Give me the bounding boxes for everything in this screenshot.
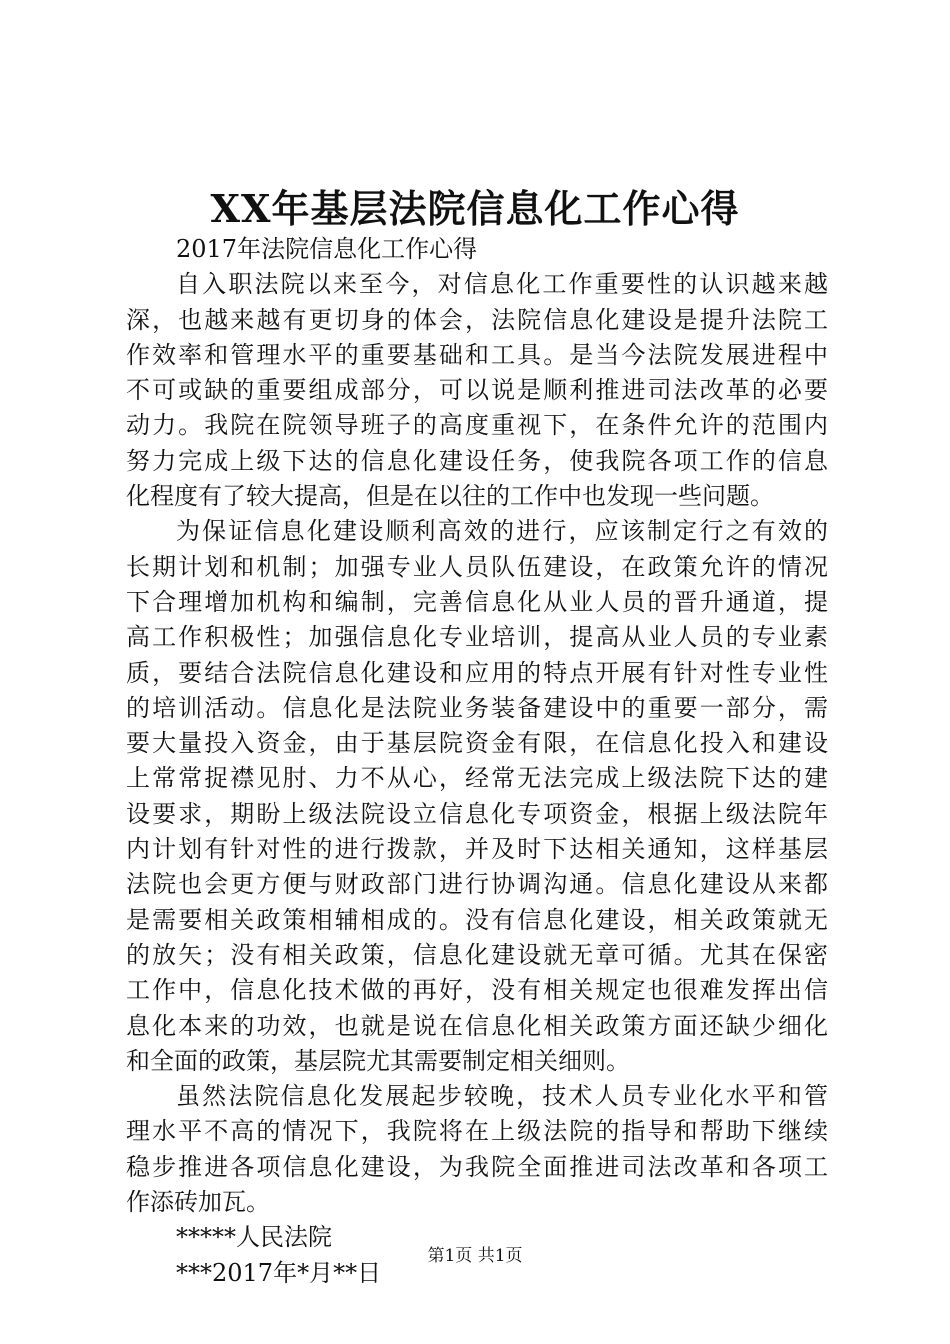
paragraph-line: 上常常捉襟见肘、力不从心，经常无法完成上级法院下达的建 <box>126 764 828 793</box>
paragraph-line: 理水平不高的情况下，我院将在上级法院的指导和帮助下继续 <box>126 1117 828 1146</box>
paragraph-line: 稳步推进各项信息化建设，为我院全面推进司法改革和各项工 <box>126 1152 828 1181</box>
paragraph-line: 质，要结合法院信息化建设和应用的特点开展有针对性专业性 <box>126 658 828 687</box>
paragraph-line: 努力完成上级下达的信息化建设任务，使我院各项工作的信息 <box>126 446 828 475</box>
signature: *****人民法院 <box>176 1223 332 1252</box>
paragraph-line: 和全面的政策，基层院尤其需要制定相关细则。 <box>126 1046 630 1075</box>
paragraph-line: 动力。我院在院领导班子的高度重视下，在条件允许的范围内 <box>126 411 828 440</box>
paragraph-line: 息化本来的功效，也就是说在信息化相关政策方面还缺少细化 <box>126 1011 828 1040</box>
paragraph-line: 作效率和管理水平的重要基础和工具。是当今法院发展进程中 <box>126 340 828 369</box>
paragraph-line: 的放矢；没有相关政策，信息化建设就无章可循。尤其在保密 <box>126 940 828 969</box>
paragraph-line: 为保证信息化建设顺利高效的进行，应该制定行之有效的 <box>176 517 828 546</box>
document-title: XX年基层法院信息化工作心得 <box>210 186 740 231</box>
paragraph-line: 下合理增加机构和编制，完善信息化从业人员的晋升通道，提 <box>126 587 828 616</box>
paragraph-line: 作添砖加瓦。 <box>126 1188 270 1217</box>
paragraph-line: 是需要相关政策相辅相成的。没有信息化建设，相关政策就无 <box>126 905 828 934</box>
paragraph-line: 的培训活动。信息化是法院业务装备建设中的重要一部分，需 <box>126 693 828 722</box>
paragraph <box>126 267 828 514</box>
paragraph-line: 化程度有了较大提高，但是在以往的工作中也发现一些问题。 <box>126 482 774 511</box>
paragraph-line: 设要求，期盼上级法院设立信息化专项资金，根据上级法院年 <box>126 799 828 828</box>
paragraph-line: 法院也会更方便与财政部门进行协调沟通。信息化建设从来都 <box>126 870 828 899</box>
paragraph-line: 工作中，信息化技术做的再好，没有相关规定也很难发挥出信 <box>126 976 828 1005</box>
paragraph-line: 内计划有针对性的进行拨款，并及时下达相关通知，这样基层 <box>126 835 828 864</box>
paragraph <box>126 514 828 1079</box>
document-subtitle: 2017年法院信息化工作心得 <box>176 235 478 263</box>
document-body <box>126 232 828 1291</box>
paragraph-container <box>126 267 828 1220</box>
date-line: ***2017年*月**日 <box>176 1258 382 1287</box>
paragraph-line: 自入职法院以来至今，对信息化工作重要性的认识越来越 <box>176 270 828 299</box>
paragraph-line: 要大量投入资金，由于基层院资金有限，在信息化投入和建设 <box>126 729 828 758</box>
paragraph <box>126 1079 828 1220</box>
paragraph-line: 深，也越来越有更切身的体会，法院信息化建设是提升法院工 <box>126 305 828 334</box>
paragraph-line: 虽然法院信息化发展起步较晚，技术人员专业化水平和管 <box>176 1082 828 1111</box>
paragraph-line: 长期计划和机制；加强专业人员队伍建设，在政策允许的情况 <box>126 552 828 581</box>
paragraph-line: 不可或缺的重要组成部分，可以说是顺利推进司法改革的必要 <box>126 376 828 405</box>
paragraph-line: 高工作积极性；加强信息化专业培训，提高从业人员的专业素 <box>126 623 828 652</box>
page-footer: 第1页 共1页 <box>427 1246 523 1266</box>
